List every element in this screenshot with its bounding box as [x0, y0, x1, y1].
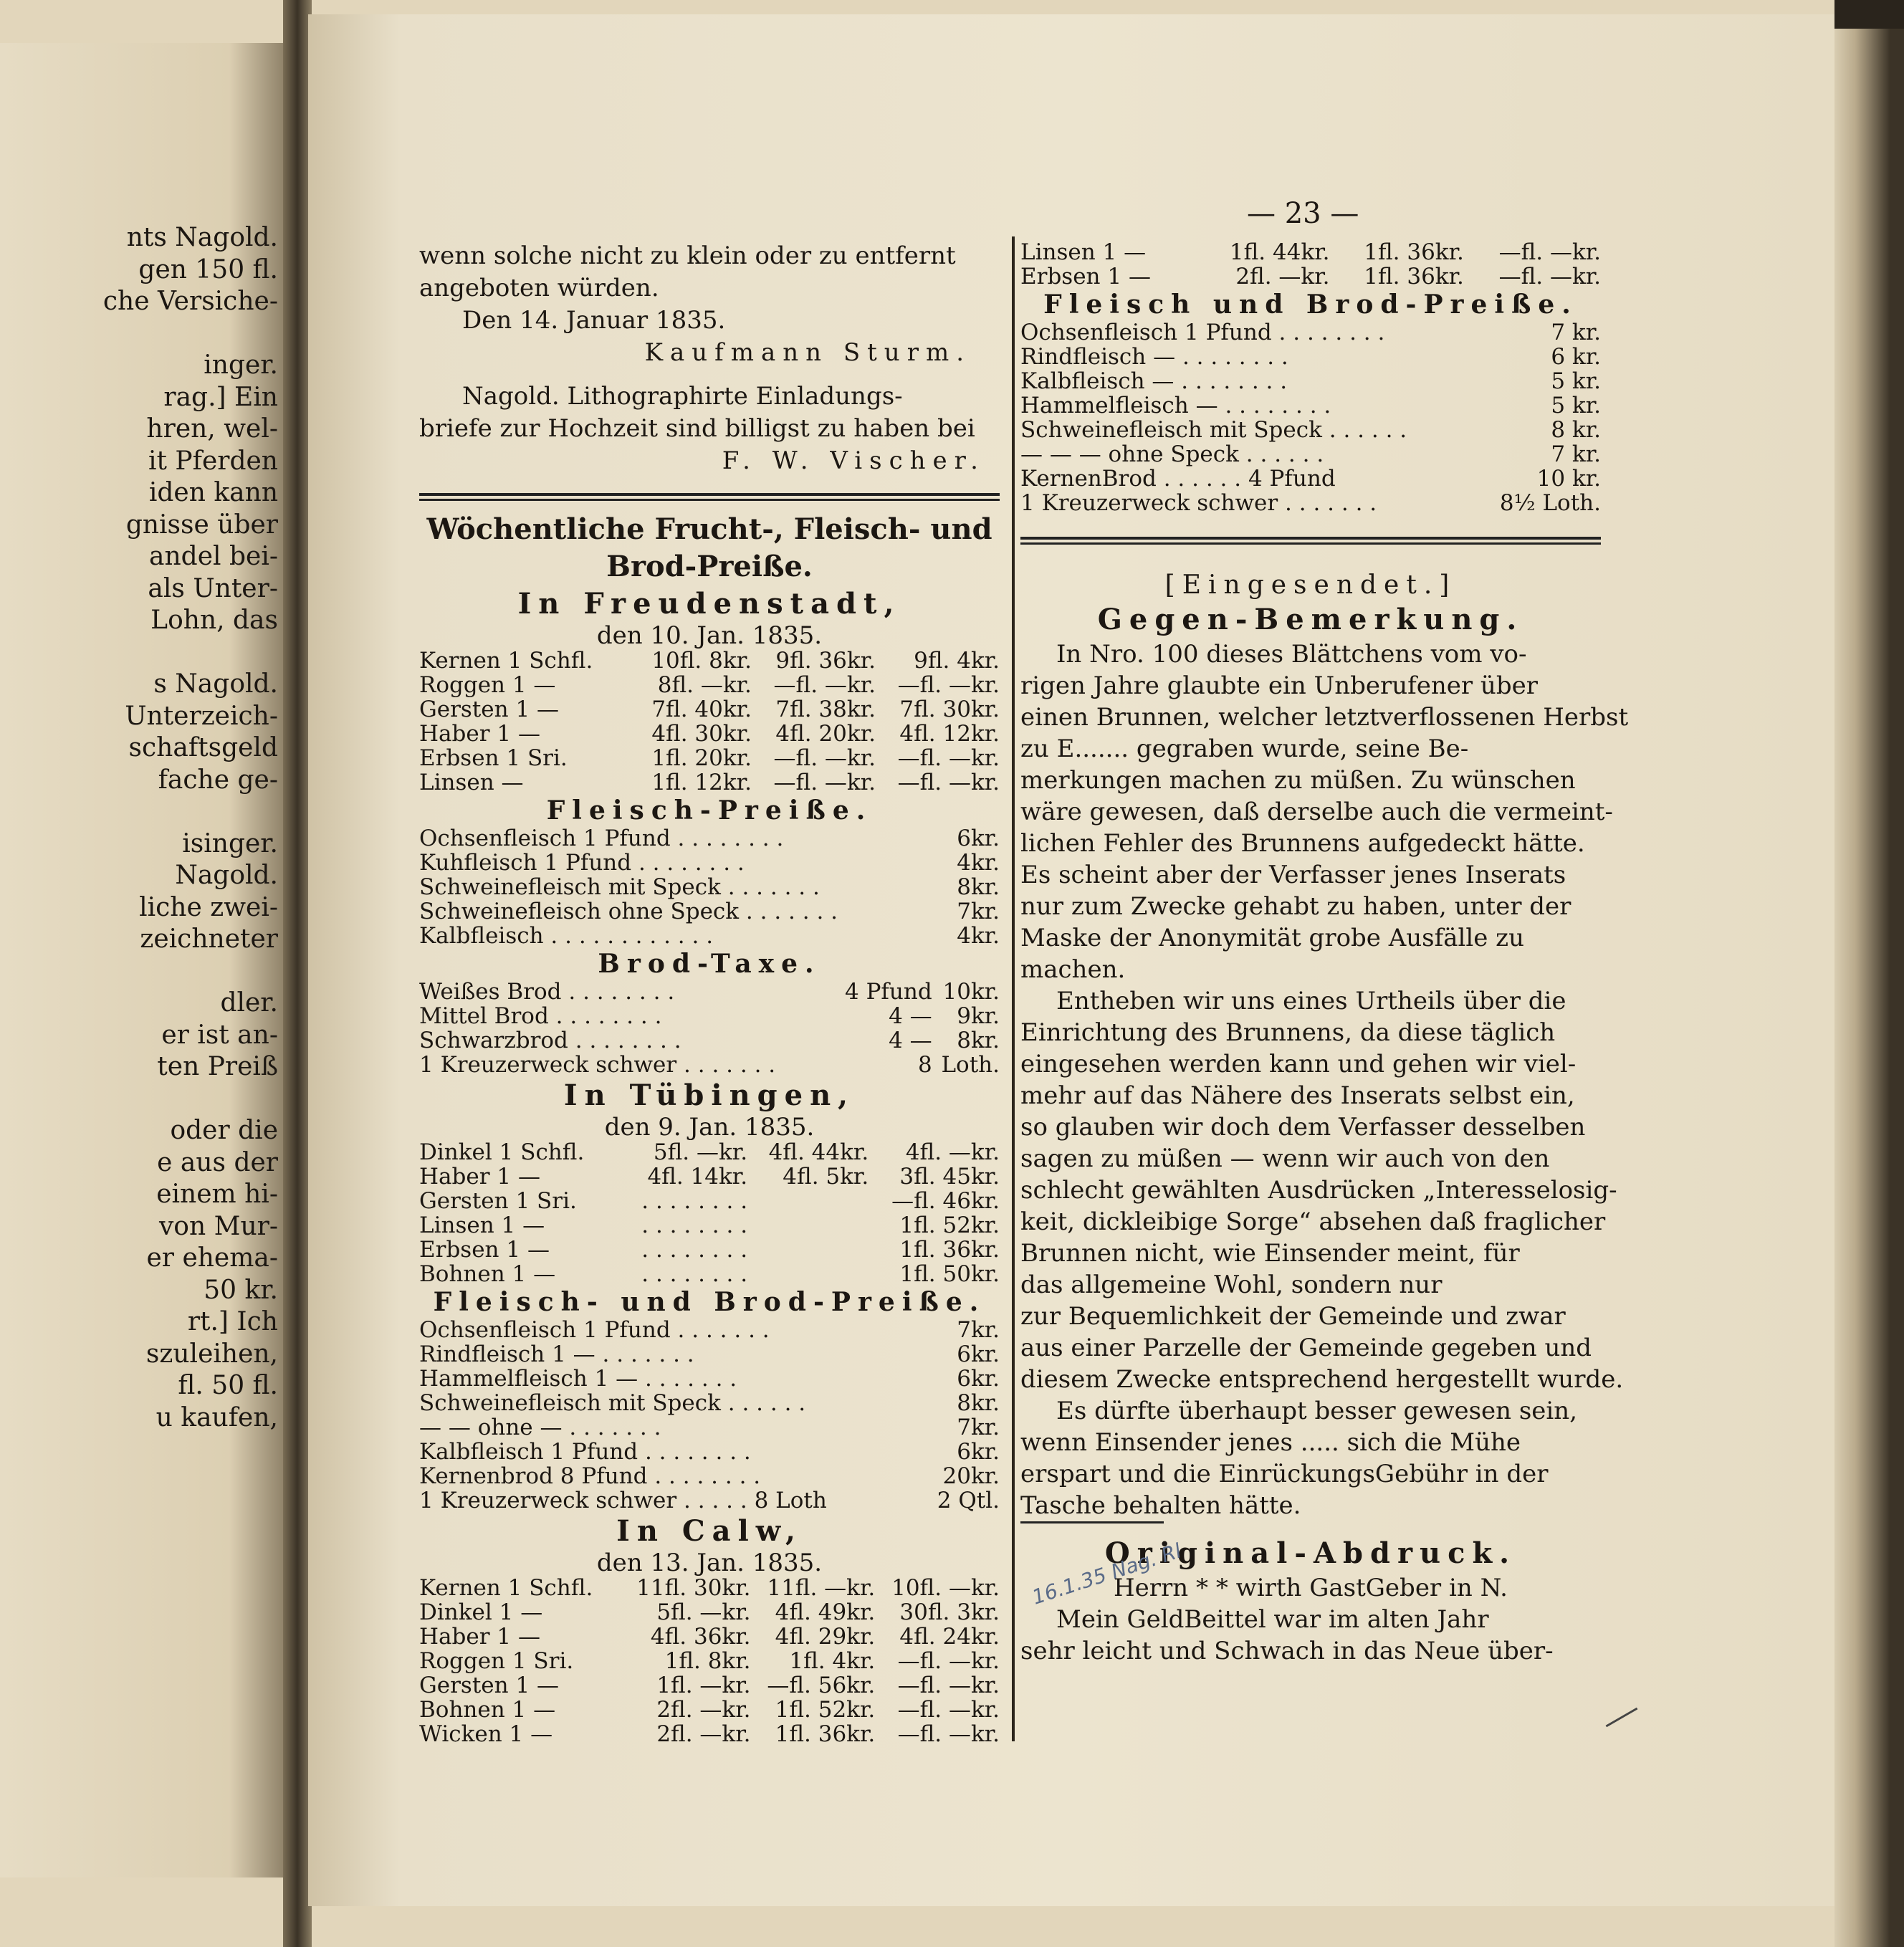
item-label: Kernen 1 Schfl.	[419, 648, 593, 674]
meat-heading: Fleisch- und Brod-Preiße.	[433, 1287, 986, 1317]
item-label: — — ohne — . . . . . . .	[419, 1415, 661, 1440]
item-label: Bohnen 1 —	[419, 1261, 556, 1287]
item-label: Haber 1 —	[419, 721, 540, 747]
price-cell: 8 kr.	[1551, 417, 1601, 443]
item-label: 1 Kreuzerweck schwer . . . . . 8 Loth	[419, 1488, 827, 1513]
price-cell: 3fl. 45kr.	[899, 1164, 1000, 1190]
eingesendet-label: [Eingesendet.]	[1164, 570, 1457, 600]
bread-heading: Brod-Taxe.	[598, 949, 821, 979]
price-cell: 20kr.	[942, 1463, 1000, 1489]
price-row	[419, 1213, 1000, 1238]
left-page-text-fragment: er ehema-	[146, 1243, 278, 1273]
market-date: den 9. Jan. 1835.	[604, 1113, 815, 1142]
text-line: Es scheint aber der Verfasser jenes Inserats	[1020, 861, 1566, 889]
price-cell: —fl. —kr.	[773, 770, 876, 795]
price-row	[419, 1649, 1000, 1673]
price-cell: . . . . . . . .	[641, 1188, 748, 1214]
market-date: den 10. Jan. 1835.	[596, 621, 823, 650]
market-date: den 13. Jan. 1835.	[596, 1549, 823, 1577]
price-cell: 7kr.	[957, 1415, 1000, 1440]
price-cell: 4fl. 44kr.	[768, 1139, 869, 1165]
price-row	[419, 722, 1000, 746]
price-cell: 2fl. —kr.	[1235, 264, 1330, 290]
price-cell: 5fl. —kr.	[656, 1599, 751, 1625]
price-cell: 10kr.	[942, 979, 1000, 1005]
price-cell: 9fl. 4kr.	[914, 648, 1000, 674]
item-label: 1 Kreuzerweck schwer . . . . . . .	[1020, 490, 1377, 516]
left-page-text-fragment: e aus der	[157, 1147, 278, 1177]
price-row	[419, 1698, 1000, 1722]
item-label: Rindfleisch — . . . . . . . .	[1020, 344, 1288, 370]
item-label: 1 Kreuzerweck schwer . . . . . . .	[419, 1052, 776, 1078]
price-row	[419, 1028, 1000, 1053]
meat-heading: Fleisch-Preiße.	[546, 795, 873, 826]
price-row	[419, 1053, 1000, 1077]
grain-price-table	[419, 1576, 1000, 1746]
left-page-text-fragment: ten Preiß	[157, 1052, 278, 1081]
item-label: Hammelfleisch — . . . . . . . .	[1020, 393, 1331, 418]
item-label: Roggen 1 Sri.	[419, 1648, 574, 1674]
left-page-text-fragment: als Unter-	[148, 573, 278, 603]
price-row	[419, 697, 1000, 722]
price-cell: 6kr.	[957, 1439, 1000, 1465]
meat-price-table	[1020, 320, 1601, 515]
price-row	[419, 1238, 1000, 1262]
item-label: Bohnen 1 —	[419, 1697, 556, 1723]
text-line: aus einer Parzelle der Gemeinde gegeben und	[1020, 1334, 1592, 1362]
left-page-text-fragment: einem hi-	[156, 1180, 278, 1209]
nagold-signature: F. W. Vischer.	[722, 446, 985, 475]
item-label: Kalbfleisch — . . . . . . . .	[1020, 368, 1288, 394]
price-cell: 6kr.	[957, 1341, 1000, 1367]
text-line: wenn Einsender jenes ..... sich die Mühe	[1020, 1428, 1521, 1457]
item-label: Kalbfleisch 1 Pfund . . . . . . . .	[419, 1439, 751, 1465]
text-line: mehr auf das Nähere des Inserats selbst ein,	[1020, 1081, 1575, 1110]
item-label: Hammelfleisch 1 — . . . . . . .	[419, 1366, 737, 1392]
address-line: Herrn * * wirth GastGeber in N.	[1114, 1574, 1508, 1602]
notice-date: Den 14. Januar 1835.	[462, 306, 726, 335]
price-row	[419, 1415, 1000, 1440]
price-row	[419, 924, 1000, 948]
section-title: Brod-Preiße.	[606, 550, 813, 583]
price-row	[419, 770, 1000, 795]
price-cell: 10fl. 8kr.	[651, 648, 752, 674]
price-cell: 4fl. 12kr.	[899, 721, 1000, 747]
price-row	[419, 746, 1000, 770]
town-heading-tuebingen: In Tübingen,	[563, 1078, 856, 1112]
left-page-text-fragment: u kaufen,	[156, 1402, 278, 1432]
grain-price-table	[1020, 240, 1601, 289]
price-cell: 8fl. —kr.	[657, 672, 752, 698]
item-label: Kalbfleisch . . . . . . . . . . . .	[419, 923, 714, 949]
price-cell: 5 kr.	[1551, 368, 1601, 394]
price-row	[419, 1391, 1000, 1415]
town-heading-calw: In Calw,	[616, 1514, 803, 1548]
price-row	[419, 1189, 1000, 1213]
price-row	[419, 1318, 1000, 1342]
left-page-text-fragment: inger.	[204, 350, 278, 380]
price-cell: —fl. —kr.	[897, 672, 1000, 698]
price-cell: —fl. —kr.	[773, 672, 876, 698]
price-cell: 7kr.	[957, 1317, 1000, 1343]
notice-line: wenn solche nicht zu klein oder zu entfernt	[419, 241, 956, 270]
text-line: so glauben wir doch dem Verfasser desselben	[1020, 1113, 1586, 1142]
price-cell: —fl. —kr.	[897, 1697, 1000, 1723]
left-page-text-fragment: nts Nagold.	[126, 223, 278, 252]
price-cell: 1fl. 8kr.	[664, 1648, 751, 1674]
price-row	[419, 1164, 1000, 1189]
item-label: Gersten 1 Sri.	[419, 1188, 577, 1214]
price-cell: 4 Pfund	[845, 979, 932, 1005]
price-cell: 30fl. 3kr.	[899, 1599, 1000, 1625]
price-row	[419, 1342, 1000, 1367]
left-page-text-fragment: liche zwei-	[139, 892, 278, 922]
text-line: keit, dickleibige Sorge“ absehen daß fraglicher	[1020, 1207, 1606, 1236]
text-line: Mein GeldBeittel war im alten Jahr	[1056, 1605, 1489, 1634]
price-row	[419, 1004, 1000, 1028]
price-row	[419, 1367, 1000, 1391]
left-page-text-fragment: s Nagold.	[153, 669, 278, 699]
item-label: Mittel Brod . . . . . . . .	[419, 1003, 662, 1029]
price-cell: 10fl. —kr.	[891, 1575, 1000, 1601]
text-line: zur Bequemlichkeit der Gemeinde und zwar	[1020, 1302, 1566, 1331]
item-label: Schweinefleisch ohne Speck . . . . . . .	[419, 899, 838, 924]
price-cell	[747, 1262, 869, 1286]
column-divider	[1012, 236, 1015, 1741]
price-cell: 10 kr.	[1536, 466, 1601, 492]
left-page-text-fragment: dler.	[220, 988, 278, 1018]
price-row	[1020, 240, 1601, 264]
price-cell: 4fl. 30kr.	[651, 721, 752, 747]
price-cell: 1fl. 36kr.	[899, 1237, 1000, 1263]
page-edge	[1834, 29, 1904, 1947]
article-title: Gegen-Bemerkung.	[1097, 603, 1524, 636]
article-paragraph	[1020, 638, 1629, 985]
item-label: Schweinefleisch mit Speck . . . . . . .	[419, 874, 820, 900]
section-rule	[1020, 537, 1601, 545]
text-line: Es dürfte überhaupt besser gewesen sein,	[1056, 1397, 1577, 1425]
price-cell: 1fl. 36kr.	[1364, 264, 1464, 290]
price-cell: —fl. —kr.	[773, 745, 876, 771]
item-label: Linsen 1 —	[419, 1212, 545, 1238]
text-line: Maske der Anonymität grobe Ausfälle zu	[1020, 924, 1524, 952]
price-cell: 11fl. 30kr.	[636, 1575, 751, 1601]
left-page-text-fragment: gen 150 fl.	[138, 254, 278, 284]
left-page-text-fragment: von Mur-	[158, 1211, 278, 1241]
text-line: das allgemeine Wohl, sondern nur	[1020, 1271, 1443, 1299]
price-cell: 4kr.	[957, 923, 1000, 949]
price-cell: 7fl. 40kr.	[651, 697, 752, 722]
price-cell: 1fl. 36kr.	[1364, 239, 1464, 265]
item-label: Schweinefleisch mit Speck . . . . . .	[419, 1390, 806, 1416]
left-page-text-fragment: rag.] Ein	[163, 382, 278, 412]
article-paragraph	[1020, 1395, 1601, 1521]
price-row	[419, 649, 1000, 673]
price-cell: —fl. —kr.	[897, 1648, 1000, 1674]
item-label: KernenBrod . . . . . . 4 Pfund	[1020, 466, 1336, 492]
grain-price-table	[419, 1140, 1000, 1286]
price-row	[1020, 442, 1601, 467]
price-cell: 5fl. —kr.	[653, 1139, 748, 1165]
bread-price-table	[419, 980, 1000, 1077]
price-cell: 7fl. 30kr.	[899, 697, 1000, 722]
notice-signature: Kaufmann Sturm.	[644, 338, 971, 367]
price-cell	[747, 1213, 869, 1238]
price-cell: 4fl. —kr.	[905, 1139, 1000, 1165]
price-cell: 4fl. 29kr.	[775, 1624, 876, 1650]
item-label: Ochsenfleisch 1 Pfund . . . . . . . .	[1020, 320, 1385, 345]
item-label: Rindfleisch 1 — . . . . . . .	[419, 1341, 694, 1367]
text-line: In Nro. 100 dieses Blättchens vom vo-	[1056, 640, 1527, 669]
price-cell: 4 —	[889, 1003, 932, 1029]
item-label: Schwarzbrod . . . . . . . .	[419, 1028, 681, 1053]
left-page-text-fragment: hren, wel-	[146, 414, 278, 444]
price-cell: 4fl. 24kr.	[899, 1624, 1000, 1650]
text-line: wäre gewesen, daß derselbe auch die vermeint-	[1020, 798, 1613, 826]
price-cell: 4fl. 20kr.	[775, 721, 876, 747]
price-row	[1020, 264, 1601, 289]
price-cell: 4fl. 5kr.	[783, 1164, 869, 1190]
price-cell: 1fl. 4kr.	[789, 1648, 876, 1674]
left-page-text-fragment: it Pferden	[148, 446, 278, 476]
price-cell: 1fl. 52kr.	[899, 1212, 1000, 1238]
text-line: diesem Zwecke entsprechend hergestellt wurde.	[1020, 1365, 1624, 1394]
price-cell: —fl. —kr.	[897, 745, 1000, 771]
price-cell: 6kr.	[957, 1366, 1000, 1392]
price-cell: —fl. 46kr.	[891, 1188, 1000, 1214]
price-cell: Loth.	[941, 1052, 1000, 1078]
price-cell: . . . . . . . .	[641, 1237, 748, 1263]
text-line: machen.	[1020, 955, 1126, 984]
left-page-text-fragment: zeichneter	[140, 924, 278, 954]
price-row	[419, 826, 1000, 851]
price-row	[419, 875, 1000, 899]
price-row	[1020, 491, 1601, 515]
left-page-text-fragment: er ist an-	[161, 1020, 278, 1050]
price-row	[1020, 320, 1601, 345]
text-line: nur zum Zwecke gehabt zu haben, unter der	[1020, 892, 1571, 921]
price-cell: 8kr.	[957, 1390, 1000, 1416]
price-row	[419, 1464, 1000, 1488]
price-cell: 7 kr.	[1551, 441, 1601, 467]
left-page-text-fragment: Nagold.	[175, 861, 278, 890]
price-cell: 7kr.	[957, 899, 1000, 924]
text-line: sehr leicht und Schwach in das Neue über-	[1020, 1637, 1554, 1665]
price-cell: 1fl. 52kr.	[775, 1697, 876, 1723]
article-paragraph	[1020, 985, 1624, 1395]
item-label: Weißes Brod . . . . . . . .	[419, 979, 675, 1005]
left-page-text-fragment: Unterzeich-	[125, 701, 278, 731]
price-cell: 2fl. —kr.	[656, 1721, 751, 1747]
item-label: Dinkel 1 —	[419, 1599, 543, 1625]
price-row	[419, 1600, 1000, 1625]
book-gutter	[283, 0, 312, 1947]
grain-price-table	[419, 649, 1000, 795]
nagold-notice: Nagold. Lithographirte Einladungs-	[462, 382, 903, 411]
text-line: erspart und die EinrückungsGebühr in der	[1020, 1460, 1549, 1488]
price-row	[419, 673, 1000, 697]
text-line: eingesehen werden kann und gehen wir viel-	[1020, 1050, 1577, 1078]
town-heading-freudenstadt: In Freudenstadt,	[517, 587, 901, 621]
left-page-text-fragment: rt.] Ich	[187, 1307, 278, 1336]
price-cell: 1fl. 44kr.	[1229, 239, 1330, 265]
price-row	[419, 1488, 1000, 1513]
price-cell: 8kr.	[957, 874, 1000, 900]
price-cell: 1fl. —kr.	[656, 1673, 751, 1698]
left-page-text-fragment: che Versiche-	[102, 287, 278, 316]
item-label: Linsen —	[419, 770, 524, 795]
text-line: lichen Fehler des Brunnens aufgedeckt hätte.	[1020, 829, 1585, 858]
price-row	[419, 1673, 1000, 1698]
left-page-text-fragment: schaftsgeld	[128, 733, 278, 762]
nagold-notice: briefe zur Hochzeit sind billigst zu haben bei	[419, 414, 975, 443]
price-row	[419, 1440, 1000, 1464]
text-line: Einrichtung des Brunnens, da diese täglich	[1020, 1018, 1556, 1047]
page-number: — 23 —	[1247, 197, 1359, 230]
price-row	[1020, 345, 1601, 369]
left-page-text-fragment: isinger.	[182, 828, 278, 858]
text-line: Entheben wir uns eines Urtheils über die	[1056, 987, 1566, 1015]
left-page-text-fragment: oder die	[170, 1116, 278, 1145]
item-label: Linsen 1 —	[1020, 239, 1147, 265]
price-cell: . . . . . . . .	[641, 1212, 748, 1238]
item-label: Erbsen 1 Sri.	[419, 745, 568, 771]
item-label: Schweinefleisch mit Speck . . . . . .	[1020, 417, 1407, 443]
left-page-text-fragment: fl. 50 fl.	[178, 1371, 278, 1400]
price-cell: 4fl. 14kr.	[647, 1164, 748, 1190]
price-row	[419, 851, 1000, 875]
price-row	[419, 1625, 1000, 1649]
price-cell: 8kr.	[957, 1028, 1000, 1053]
text-line: Tasche behalten hätte.	[1020, 1491, 1301, 1520]
left-column	[419, 240, 1000, 1746]
item-label: Erbsen 1 —	[419, 1237, 550, 1263]
price-cell: 9fl. 36kr.	[775, 648, 876, 674]
item-label: Dinkel 1 Schfl.	[419, 1139, 585, 1165]
price-cell: . . . . . . . .	[641, 1261, 748, 1287]
price-cell: —fl. —kr.	[1498, 264, 1601, 290]
handwritten-pencil-note: 16.1.35 Nag. Rl	[1029, 1539, 1185, 1609]
price-cell: 1fl. 20kr.	[651, 745, 752, 771]
price-row	[419, 1576, 1000, 1600]
price-cell: —fl. —kr.	[897, 1673, 1000, 1698]
notice-line: angeboten würden.	[419, 274, 659, 302]
price-cell: —fl. —kr.	[897, 770, 1000, 795]
item-label: Ochsenfleisch 1 Pfund . . . . . . .	[419, 1317, 770, 1343]
price-cell: 2fl. —kr.	[656, 1697, 751, 1723]
text-line: zu E....... gegraben wurde, seine Be-	[1020, 735, 1469, 763]
meat-price-table	[419, 1318, 1000, 1513]
left-page-text-fragment: gnisse über	[125, 510, 278, 540]
price-row	[419, 1140, 1000, 1164]
price-cell	[747, 1189, 869, 1213]
price-cell: 7 kr.	[1551, 320, 1601, 345]
meat-price-table	[419, 826, 1000, 948]
price-row	[419, 899, 1000, 924]
item-label: Kernenbrod 8 Pfund . . . . . . . .	[419, 1463, 761, 1489]
price-cell: 2 Qtl.	[937, 1488, 1000, 1513]
section-rule	[419, 493, 1000, 501]
price-row	[1020, 467, 1601, 491]
left-page-text-fragment: andel bei-	[149, 542, 278, 571]
price-cell: 1fl. 36kr.	[775, 1721, 876, 1747]
item-label: Kuhfleisch 1 Pfund . . . . . . . .	[419, 850, 745, 876]
section-rule-short	[1020, 1521, 1164, 1523]
price-cell: 8½ Loth.	[1499, 490, 1601, 516]
item-label: — — — ohne Speck . . . . . .	[1020, 441, 1324, 467]
item-label: Roggen 1 —	[419, 672, 556, 698]
meat-heading: Fleisch und Brod-Preiße.	[1043, 290, 1578, 320]
left-page-text-fragment: fache ge-	[158, 765, 278, 795]
price-cell: 4 —	[889, 1028, 932, 1053]
item-label: Haber 1 —	[419, 1164, 540, 1190]
price-cell: 5 kr.	[1551, 393, 1601, 418]
left-page-text-fragment: szuleihen,	[145, 1339, 278, 1369]
price-cell: —fl. 56kr.	[767, 1673, 876, 1698]
item-label: Haber 1 —	[419, 1624, 540, 1650]
price-row	[419, 1262, 1000, 1286]
left-page-text-fragment: 50 kr.	[204, 1275, 278, 1305]
text-line: merkungen machen zu müßen. Zu wünschen	[1020, 766, 1576, 795]
article-paragraph	[1020, 1604, 1601, 1667]
item-label: Ochsenfleisch 1 Pfund . . . . . . . .	[419, 826, 784, 851]
left-page-fragment	[0, 43, 287, 1877]
price-cell: 7fl. 38kr.	[775, 697, 876, 722]
item-label: Wicken 1 —	[419, 1721, 553, 1747]
left-page-text-fragment: Lohn, das	[150, 606, 278, 635]
item-label: Kernen 1 Schfl.	[419, 1575, 593, 1601]
item-label: Erbsen 1 —	[1020, 264, 1151, 290]
price-cell: 4fl. 36kr.	[650, 1624, 751, 1650]
item-label: Gersten 1 —	[419, 1673, 560, 1698]
price-cell: 4kr.	[957, 850, 1000, 876]
price-row	[1020, 369, 1601, 393]
right-column	[1020, 239, 1629, 1667]
price-cell: 6 kr.	[1551, 344, 1601, 370]
price-cell: 1fl. 12kr.	[651, 770, 752, 795]
price-row	[1020, 418, 1601, 442]
section-title: Wöchentliche Frucht-, Fleisch- und	[426, 512, 992, 546]
text-line: sagen zu müßen — wenn wir auch von den	[1020, 1144, 1550, 1173]
text-line: rigen Jahre glaubte ein Unberufener über	[1020, 671, 1538, 700]
price-row	[1020, 393, 1601, 418]
text-line: schlecht gewählten Ausdrücken „Interesselosig-	[1020, 1176, 1617, 1205]
price-cell: 11fl. —kr.	[767, 1575, 876, 1601]
item-label: Gersten 1 —	[419, 697, 560, 722]
price-cell: 9kr.	[957, 1003, 1000, 1029]
price-cell	[747, 1238, 869, 1262]
price-row	[419, 1722, 1000, 1746]
price-cell: —fl. —kr.	[897, 1721, 1000, 1747]
price-cell: —fl. —kr.	[1498, 239, 1601, 265]
price-cell: 6kr.	[957, 826, 1000, 851]
price-cell: 4fl. 49kr.	[775, 1599, 876, 1625]
text-line: einen Brunnen, welcher letztverflossenen Herbst	[1020, 703, 1629, 732]
price-row	[419, 980, 1000, 1004]
price-cell: 8	[917, 1052, 932, 1078]
price-cell: 1fl. 50kr.	[899, 1261, 1000, 1287]
text-line: Brunnen nicht, wie Einsender meint, für	[1020, 1239, 1520, 1268]
article-title: Original-Abdruck.	[1104, 1536, 1517, 1570]
left-page-text-fragment: iden kann	[148, 478, 278, 507]
